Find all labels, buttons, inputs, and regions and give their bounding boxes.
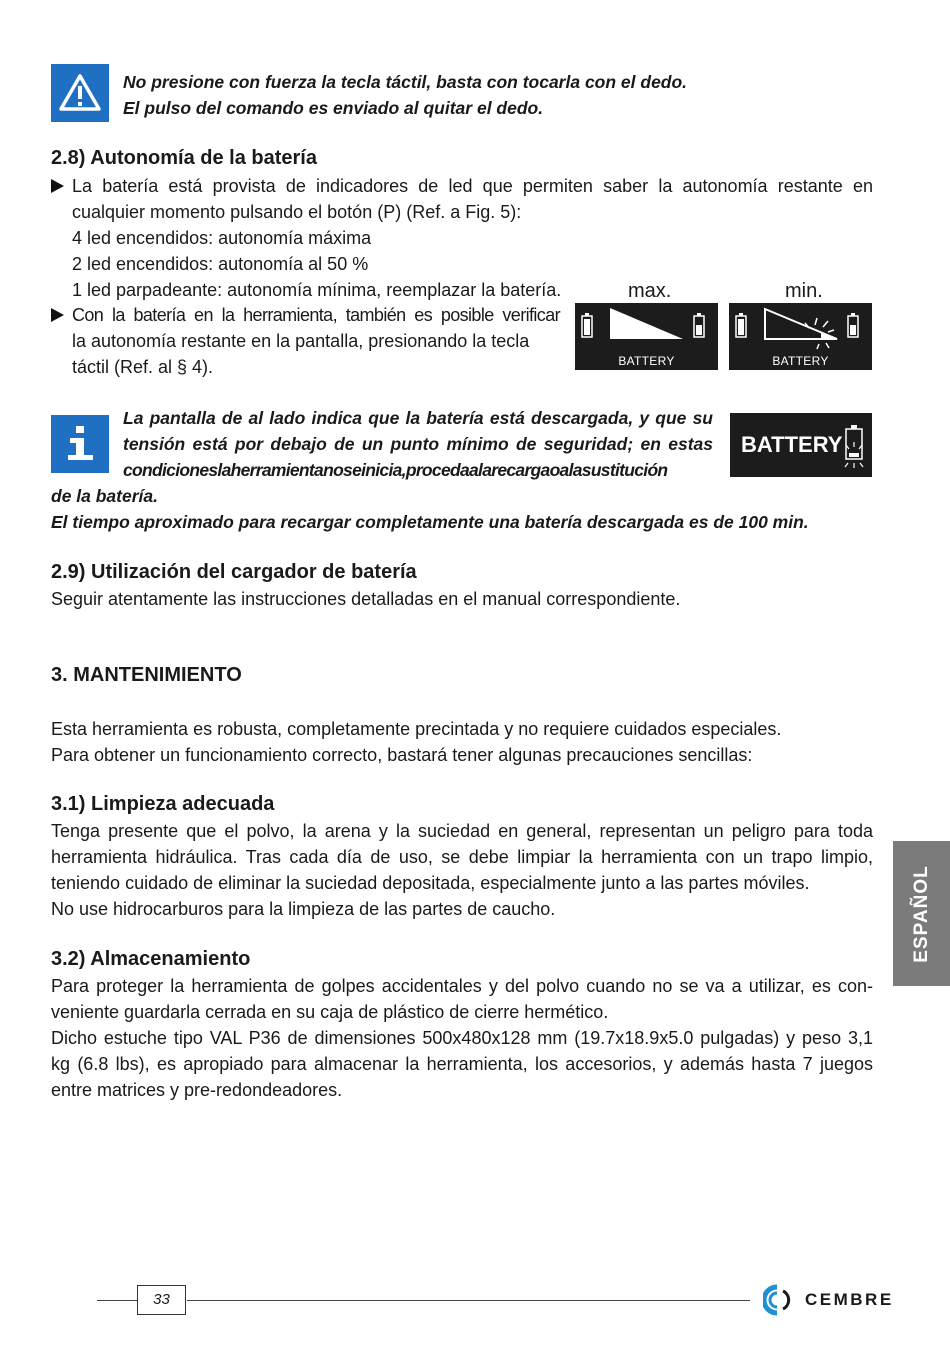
footer-rule-right [187, 1300, 750, 1301]
s32-line2: veniente guardarla cerrada en su caja de plástico de cierre hermético. [51, 1002, 609, 1022]
info-line-1: La pantalla de al lado indica que la batería está descargada, y que su [123, 408, 713, 428]
section-3-2-heading: 3.2) Almacenamiento [51, 948, 251, 970]
info-line-4: de la batería. [51, 486, 158, 506]
language-side-tab [893, 841, 950, 986]
info-text [123, 405, 713, 483]
info-line-5: El tiempo aproximado para recargar completamente una batería descargada es de 100 min. [51, 512, 809, 532]
s28-b1-line3: 4 led encendidos: autonomía máxima [72, 228, 372, 248]
info-line-3: condicioneslaherramientanoseinicia,procedaalarecargaoalasustitución [123, 460, 668, 480]
bullet-arrow-icon [51, 173, 66, 193]
s32-line4: kg (6.8 lbs), es apropiado para almacenar la herramienta, los accesorios, y además hasta 7 juegos [51, 1054, 873, 1074]
warning-line-2: El pulso del comando es enviado al quitar el dedo. [123, 98, 544, 118]
section-3-2-text [51, 973, 873, 1103]
section-3-1-heading: 3.1) Limpieza adecuada [51, 793, 275, 815]
bullet-arrow-icon [51, 302, 66, 322]
battery-min-label: BATTERY [772, 354, 829, 368]
s31-line4: No use hidrocarburos para la limpieza de las partes de caucho. [51, 899, 556, 919]
display-max-caption: max. [628, 280, 672, 302]
section-2-9-text: Seguir atentamente las instrucciones detalladas en el manual correspondiente. [51, 589, 681, 609]
s32-line1: Para proteger la herramienta de golpes accidentales y del polvo cuando no se va a utilizar, es con- [51, 976, 873, 996]
s31-line3: teniendo cuidado de eliminar la suciedad depositada, especialmente junto a las partes móviles. [51, 873, 810, 893]
s28-b1-line2: cualquier momento pulsando el botón (P) (Ref. a Fig. 5): [72, 202, 522, 222]
page-number: 33 [137, 1285, 186, 1315]
battery-discharged-display [730, 413, 872, 477]
section-2-8-heading: 2.8) Autonomía de la batería [51, 147, 317, 169]
s32-line3: Dicho estuche tipo VAL P36 de dimensiones 500x480x128 mm (19.7x18.9x5.0 pulgadas) y peso 3,1 [51, 1028, 873, 1048]
brand-name: CEMBRE [805, 1290, 894, 1309]
s31-line2: herramienta hidráulica. Tras cada día de uso, se debe limpiar la herramienta con un trapo limpio, [51, 847, 873, 867]
s3-line2: Para obtener un funcionamiento correcto, bastará tener algunas precauciones sencillas: [51, 745, 753, 765]
battery-empty-blinking-icon [842, 423, 868, 471]
s28-b1-line1: La batería está provista de indicadores de led que permiten saber la autonomía restante en [72, 176, 873, 196]
section-3-heading: 3. MANTENIMIENTO [51, 664, 242, 686]
battery-max-label: BATTERY [618, 354, 675, 368]
s28-b2-line1: Con la batería en la herramienta, también es posible verificar [72, 305, 560, 325]
s32-line5: entre matrices y pre-redondeadores. [51, 1080, 343, 1100]
section-3-1-text [51, 818, 873, 922]
cembre-logo-icon [763, 1284, 793, 1316]
footer-rule-left [97, 1300, 137, 1301]
s28-b2-line3: táctil (Ref. al § 4). [72, 357, 214, 377]
warning-text [123, 69, 687, 121]
s31-line1: Tenga presente que el polvo, la arena y la suciedad en general, representan un peligro para toda [51, 821, 873, 841]
info-icon [51, 415, 109, 473]
section-2-9-heading: 2.9) Utilización del cargador de batería [51, 561, 417, 583]
section-2-8-bullet-2 [72, 302, 560, 380]
info-icon-box [51, 415, 109, 473]
s28-b1-line5: 1 led parpadeante: autonomía mínima, reemplazar la batería. [72, 280, 562, 300]
s3-line1: Esta herramienta es robusta, completamente precintada y no requiere cuidados especiales. [51, 719, 782, 739]
battery-display-min [729, 303, 872, 370]
section-3-text [51, 716, 873, 768]
warning-line-1: No presione con fuerza la tecla táctil, basta con tocarla con el dedo. [123, 72, 688, 92]
battery-display-max [575, 303, 718, 370]
battery-discharged-label: BATTERY [741, 432, 843, 457]
section-2-8-bullet-1 [72, 173, 873, 303]
info-line-2: tensión está por debajo de un punto mínimo de seguridad; en estas [123, 434, 713, 454]
warning-icon-box [51, 64, 109, 122]
warning-triangle-icon [51, 64, 109, 122]
language-side-tab-label: ESPAÑOL [910, 864, 932, 963]
s28-b1-line4: 2 led encendidos: autonomía al 50 % [72, 254, 369, 274]
s28-b2-line2: la autonomía restante en la pantalla, presionando la tecla [72, 331, 530, 351]
display-min-caption: min. [785, 280, 823, 302]
